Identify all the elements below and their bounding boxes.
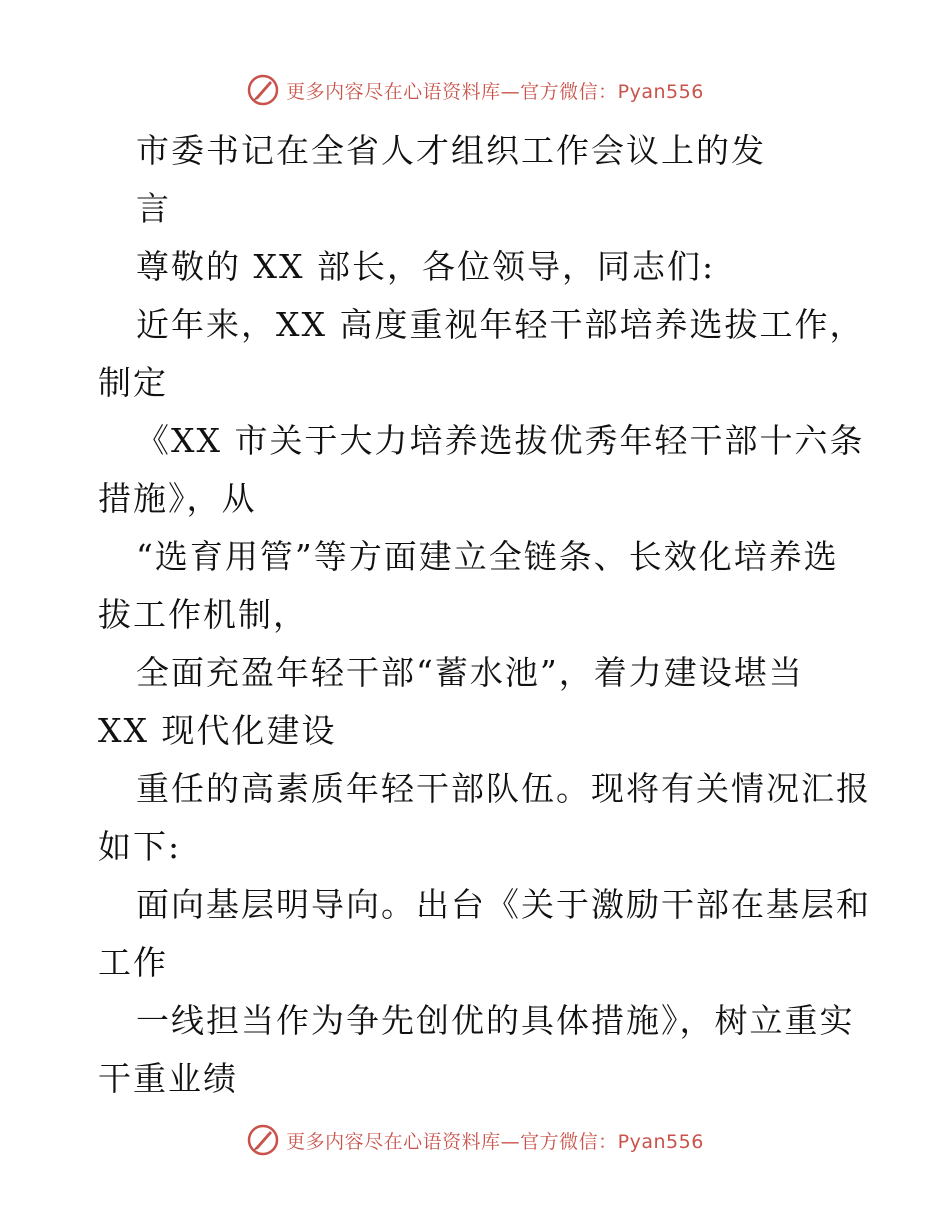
text-line: 言 [136, 189, 171, 228]
header-watermark [0, 70, 950, 110]
text-line: 一线担当作为争先创优的具体措施》，树立重实 [136, 1001, 855, 1040]
text-line: 近年来，XX 高度重视年轻干部培养选拔工作， [136, 305, 865, 344]
text-line: 拔工作机制， [98, 595, 308, 634]
watermark-text: 更多内容尽在心语资料库—官方微信：Pyan556 [286, 80, 704, 103]
quill-pen-icon [246, 1123, 280, 1157]
text-line: 工作 [98, 943, 168, 982]
text-line: 全面充盈年轻干部“蓄水池”，着力建设堪当 [136, 653, 804, 692]
document-body [98, 122, 871, 1108]
text-line: 面向基层明导向。出台《关于激励干部在基层和 [136, 885, 871, 924]
quill-pen-icon [246, 73, 280, 107]
text-line: “选育用管”等方面建立全链条、长效化培养选 [136, 537, 839, 576]
text-line: 如下: [98, 827, 182, 866]
watermark-text: 更多内容尽在心语资料库—官方微信：Pyan556 [286, 1130, 704, 1153]
text-line: 措施》，从 [98, 479, 257, 518]
text-line: 重任的高素质年轻干部队伍。现将有关情况汇报 [136, 769, 871, 808]
text-line: 《XX 市关于大力培养选拔优秀年轻干部十六条 [136, 421, 865, 460]
text-line: XX 现代化建设 [98, 711, 337, 750]
footer-watermark [0, 1120, 950, 1160]
text-line: 市委书记在全省人才组织工作会议上的发 [136, 131, 766, 170]
text-line: 尊敬的 XX 部长，各位领导，同志们: [136, 247, 716, 286]
text-line: 制定 [98, 363, 168, 402]
text-line: 干重业绩 [98, 1059, 238, 1098]
